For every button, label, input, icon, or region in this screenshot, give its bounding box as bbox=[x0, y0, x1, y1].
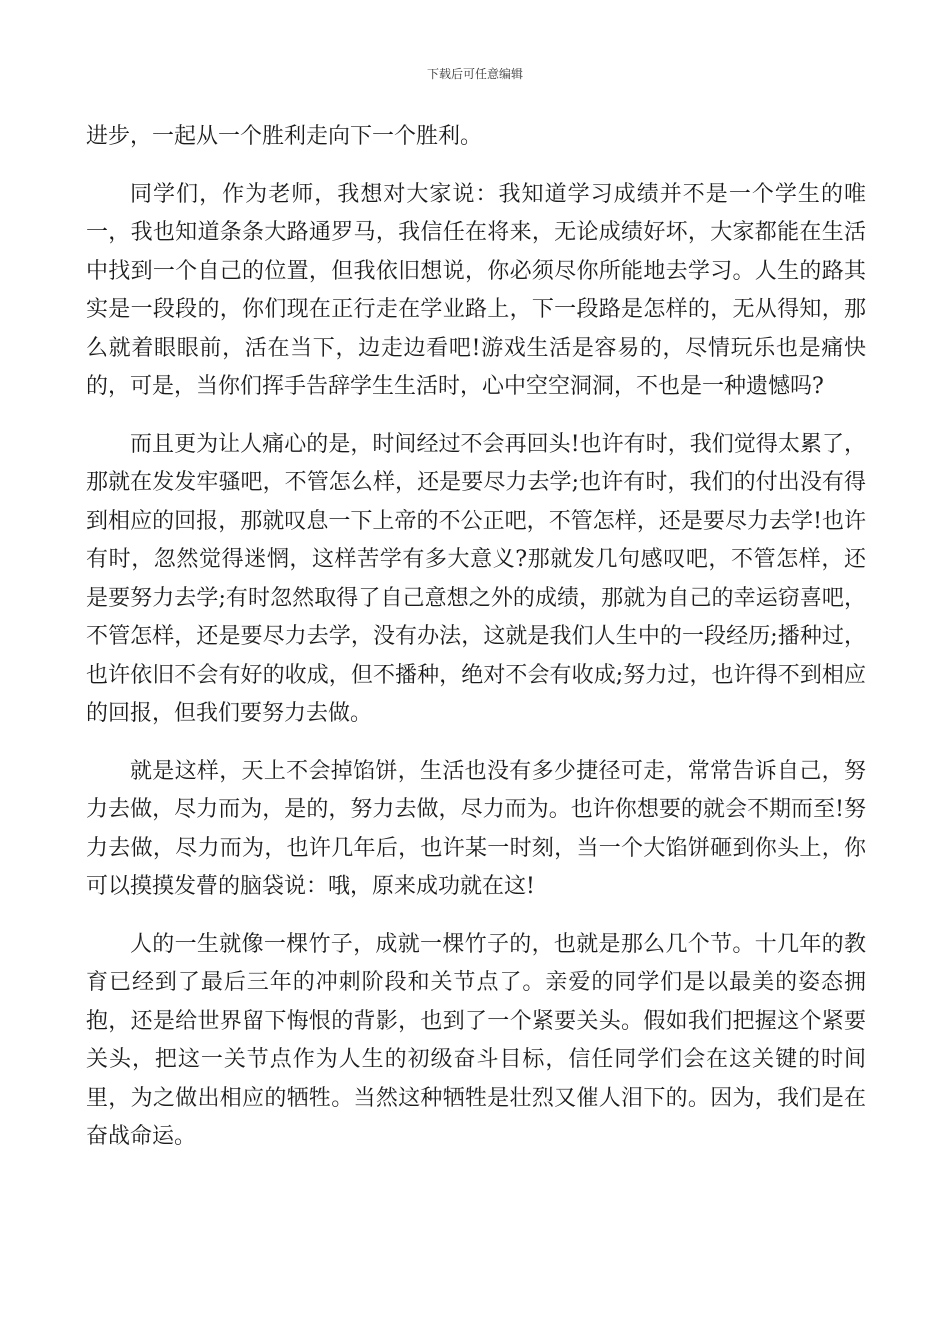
document-body bbox=[86, 118, 866, 1157]
paragraph-2: 同学们，作为老师，我想对大家说：我知道学习成绩并不是一个学生的唯一，我也知道条条大路通罗马，我信任在将来，无论成绩好坏，大家都能在生活中找到一个自己的位置，但我依旧想说，你必须尽你所能地去学习。人生的路其实是一段段的，你们现在正行走在学业路上，下一段路是怎样的，无从得知，那么就着眼眼前，活在当下，边走边看吧!游戏生活是容易的，尽情玩乐也是痛快的，可是，当你们挥手告辞学生生活时，心中空空洞洞，不也是一种遗憾吗? bbox=[86, 181, 866, 399]
page-header: 下载后可任意编辑 bbox=[426, 67, 523, 81]
paragraph-gap bbox=[86, 734, 866, 753]
paragraph-4: 就是这样，天上不会掉馅饼，生活也没有多少捷径可走，常常告诉自己，努力去做，尽力而为，是的，努力去做，尽力而为。也许你想要的就会不期而至!努力去做，尽力而为，也许几年后，也许某一时刻，当一个大馅饼砸到你头上，你可以摸摸发瞢的脑袋说：哦，原来成功就在这! bbox=[86, 758, 866, 899]
paragraph-3: 而且更为让人痛心的是，时间经过不会再回头!也许有时，我们觉得太累了，那就在发发牢骚吧，不管怎么样，还是要尽力去学;也许有时，我们的付出没有得到相应的回报，那就叹息一下上帝的不公正吧，不管怎样，还是要尽力去学!也许有时，忽然觉得迷惘，这样苦学有多大意义?那就发几句感叹吧，不管怎样，还是要努力去学;有时忽然取得了自己意想之外的成绩，那就为自己的幸运窃喜吧，不管怎样，还是要尽力去学，没有办法，这就是我们人生中的一段经历;播种过，也许依旧不会有好的收成，但不播种，绝对不会有收成;努力过，也许得不到相应的回报，但我们要努力去做。 bbox=[86, 431, 866, 726]
paragraph-gap bbox=[86, 157, 866, 176]
paragraph-5: 人的一生就像一棵竹子，成就一棵竹子的，也就是那么几个节。十几年的教育已经到了最后三年的冲刺阶段和关节点了。亲爱的同学们是以最美的姿态拥抱，还是给世界留下悔恨的背影，也到了一个紧要关头。假如我们把握这个紧要关头，把这一关节点作为人生的初级奋斗目标，信任同学们会在这关键的时间里，为之做出相应的牺牲。当然这种牺牲是壮烈又催人泪下的。因为，我们是在奋战命运。 bbox=[86, 931, 866, 1149]
paragraph-gap bbox=[86, 407, 866, 426]
paragraph-gap bbox=[86, 907, 866, 926]
paragraph-1: 进步，一起从一个胜利走向下一个胜利。 bbox=[86, 124, 483, 149]
